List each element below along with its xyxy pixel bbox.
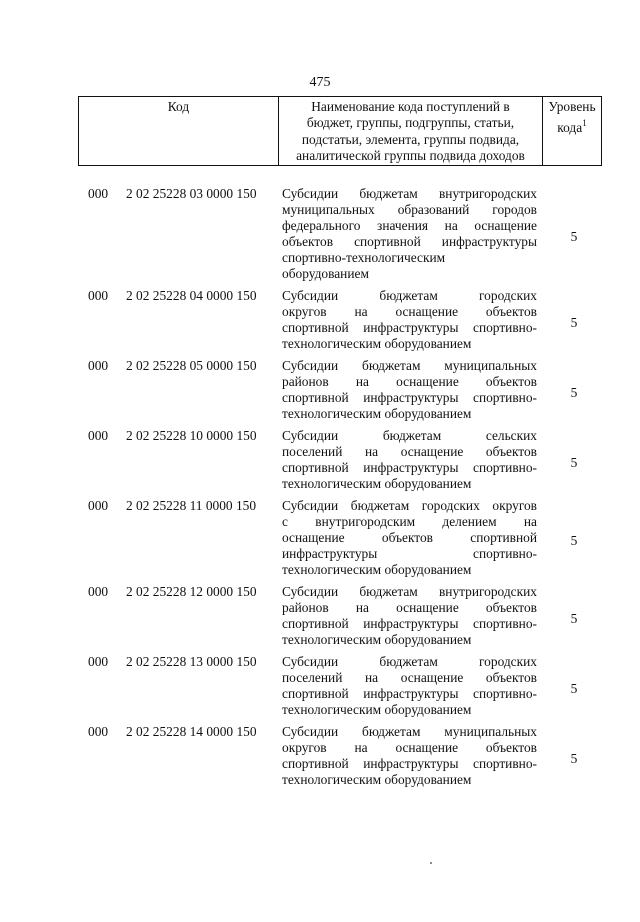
row-name-line: спортивно-технологическим — [282, 250, 446, 266]
row-name — [282, 428, 537, 492]
row-name — [282, 498, 537, 578]
row-name-line: оборудованием — [282, 266, 369, 282]
row-name-line: Субсидии бюджетам сельских — [282, 427, 537, 443]
row-name-line: федерального значения на оснащение — [282, 218, 537, 234]
row-name-line: Субсидии бюджетам внутригородских — [282, 583, 537, 599]
row-name — [282, 186, 537, 283]
row-name-line: оснащение объектов спортивной — [282, 529, 537, 545]
row-level: 5 — [570, 610, 578, 626]
row-admin-code: 000 — [88, 288, 109, 304]
row-name-line: технологическим оборудованием — [282, 771, 472, 787]
row-name — [282, 654, 537, 718]
header-code-cell — [79, 97, 279, 165]
page-number: 475 — [309, 75, 331, 90]
row-name — [282, 358, 537, 422]
row-name — [282, 288, 537, 352]
header-name-cell — [279, 97, 543, 165]
row-admin-code: 000 — [88, 583, 109, 599]
row-level: 5 — [570, 680, 578, 696]
row-income-code: 2 02 25228 12 0000 150 — [126, 583, 257, 599]
row-name-line: Субсидии бюджетам городских округов — [282, 497, 537, 513]
row-level: 5 — [570, 455, 578, 471]
row-admin-code: 000 — [88, 427, 109, 443]
row-name-line: поселений на оснащение объектов — [282, 669, 537, 685]
row-name-line: Субсидии бюджетам муниципальных — [282, 723, 537, 739]
row-name-line: округов на оснащение объектов — [282, 739, 537, 755]
row-admin-code: 000 — [88, 186, 109, 201]
header-level-cell — [543, 97, 601, 165]
row-name-line: технологическим оборудованием — [282, 701, 472, 717]
row-name-line: инфраструктуры спортивно- — [282, 546, 537, 562]
header-name-label: Наименование кода поступлений в бюджет, группы, подгруппы, статьи, подстатьи, элемента, группы подвида, аналитической группы подвида доходов — [296, 99, 525, 164]
row-level: 5 — [570, 385, 578, 401]
row-name-line: Субсидии бюджетам муниципальных — [282, 358, 537, 373]
row-name-line: районов на оснащение объектов — [282, 599, 537, 615]
row-income-code: 2 02 25228 03 0000 150 — [126, 186, 257, 201]
row-name — [282, 584, 537, 648]
row-name-line: спортивной инфраструктуры спортивно- — [282, 685, 537, 701]
row-name-line: технологическим оборудованием — [282, 476, 472, 492]
row-income-code: 2 02 25228 10 0000 150 — [126, 427, 257, 443]
row-name-line: спортивной инфраструктуры спортивно- — [282, 755, 537, 771]
header-code-label: Код — [167, 99, 190, 114]
row-income-code: 2 02 25228 14 0000 150 — [126, 723, 257, 739]
row-name-line: муниципальных образований городов — [282, 202, 537, 218]
row-name-line: технологическим оборудованием — [282, 336, 472, 352]
row-income-code: 2 02 25228 05 0000 150 — [126, 358, 257, 373]
row-name-line: поселений на оснащение объектов — [282, 443, 537, 459]
row-level: 5 — [570, 750, 578, 766]
row-name-line: технологическим оборудованием — [282, 406, 472, 422]
row-income-code: 2 02 25228 04 0000 150 — [126, 288, 257, 304]
scan-speck — [430, 862, 432, 864]
row-name-line: округов на оснащение объектов — [282, 304, 537, 320]
row-name — [282, 724, 537, 788]
row-level: 5 — [570, 229, 578, 245]
row-name-line: с внутригородским делением на — [282, 513, 537, 529]
row-name-line: Субсидии бюджетам городских — [282, 288, 537, 304]
row-name-line: технологическим оборудованием — [282, 562, 472, 578]
row-name-line: спортивной инфраструктуры спортивно- — [282, 460, 537, 476]
row-name-line: Субсидии бюджетам городских — [282, 653, 537, 669]
row-level: 5 — [570, 533, 578, 549]
header-level-footnote: 1 — [582, 118, 587, 129]
row-name-line: районов на оснащение объектов — [282, 374, 537, 390]
row-income-code: 2 02 25228 11 0000 150 — [126, 497, 257, 513]
row-name-line: спортивной инфраструктуры спортивно- — [282, 390, 537, 406]
row-income-code: 2 02 25228 13 0000 150 — [126, 653, 257, 669]
table-header — [78, 96, 602, 166]
header-level-label: Уровень кода — [548, 99, 596, 136]
row-level: 5 — [570, 315, 578, 331]
row-name-line: спортивной инфраструктуры спортивно- — [282, 615, 537, 631]
row-name-line: объектов спортивной инфраструктуры — [282, 234, 537, 250]
row-admin-code: 000 — [88, 358, 109, 373]
row-admin-code: 000 — [88, 497, 109, 513]
row-admin-code: 000 — [88, 723, 109, 739]
row-admin-code: 000 — [88, 653, 109, 669]
row-name-line: технологическим оборудованием — [282, 632, 472, 648]
row-name-line: спортивной инфраструктуры спортивно- — [282, 320, 537, 336]
row-name-line: Субсидии бюджетам внутригородских — [282, 186, 537, 201]
